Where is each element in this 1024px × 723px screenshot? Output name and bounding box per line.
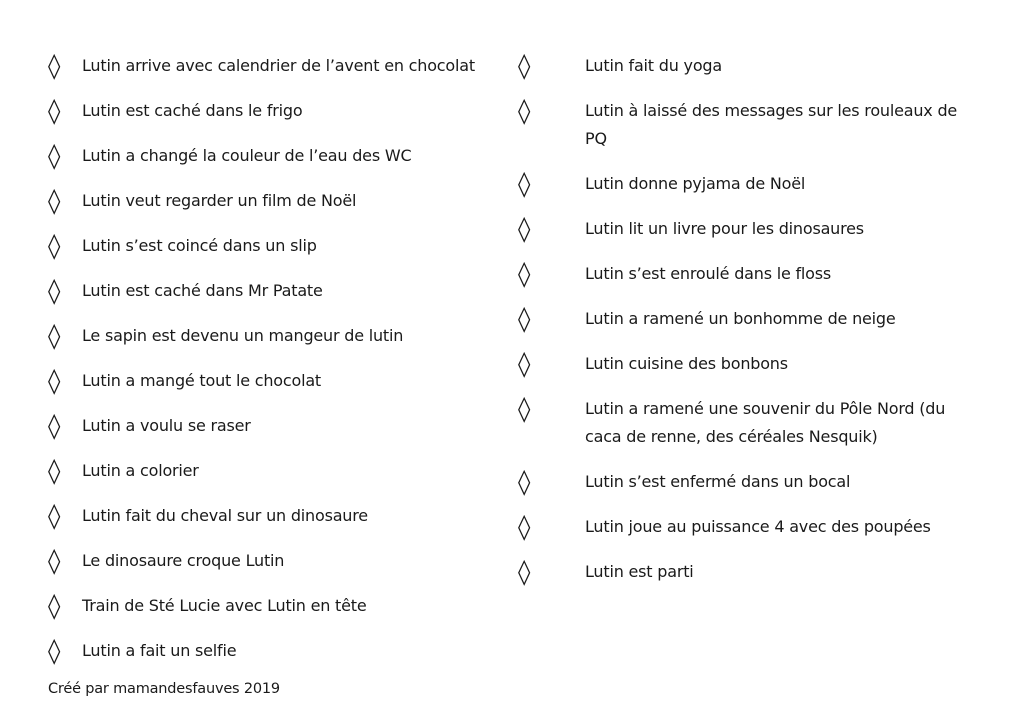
checklist-item-text: Lutin arrive avec calendrier de l’avent en chocolat [82, 56, 475, 75]
list-item [518, 52, 996, 80]
list-item [48, 412, 514, 440]
list-item [48, 367, 514, 395]
checklist-item-text: Lutin s’est coincé dans un slip [82, 236, 317, 255]
list-item [48, 457, 514, 485]
checklist-item-text: Lutin a colorier [82, 461, 199, 480]
list-item [518, 513, 996, 541]
list-item [518, 260, 996, 288]
list-item [48, 142, 514, 170]
list-item [518, 97, 996, 153]
diamond-bullet-icon: ◊ [518, 51, 531, 80]
list-item [48, 187, 514, 215]
list-item [518, 558, 996, 586]
diamond-bullet-icon: ◊ [48, 231, 61, 260]
checklist-item-text: Lutin est parti [585, 562, 694, 581]
checklist-item-text: Lutin fait du yoga [585, 56, 722, 75]
diamond-bullet-icon: ◊ [48, 96, 61, 125]
diamond-bullet-icon: ◊ [48, 321, 61, 350]
checklist-item-text: Lutin est caché dans le frigo [82, 101, 303, 120]
list-item [48, 502, 514, 530]
diamond-bullet-icon: ◊ [518, 557, 531, 586]
checklist-item-text: Lutin est caché dans Mr Patate [82, 281, 323, 300]
checklist-item-text: Lutin a ramené une souvenir du Pôle Nord (du caca de renne, des céréales Nesquik) [585, 399, 946, 446]
credit-line: Créé par mamandesfauves 2019 [48, 681, 280, 697]
checklist-item-text: Lutin joue au puissance 4 avec des poupées [585, 517, 931, 536]
checklist-item-text: Le dinosaure croque Lutin [82, 551, 285, 570]
diamond-bullet-icon: ◊ [48, 51, 61, 80]
right-column [518, 52, 996, 603]
list-item [48, 592, 514, 620]
list-item [48, 322, 514, 350]
diamond-bullet-icon: ◊ [48, 501, 61, 530]
left-column [48, 52, 514, 682]
list-item [48, 277, 514, 305]
diamond-bullet-icon: ◊ [48, 141, 61, 170]
checklist-item-text: Lutin a changé la couleur de l’eau des WC [82, 146, 412, 165]
list-item [518, 215, 996, 243]
diamond-bullet-icon: ◊ [518, 214, 531, 243]
checklist-item-text: Lutin a mangé tout le chocolat [82, 371, 322, 390]
list-item [518, 468, 996, 496]
diamond-bullet-icon: ◊ [518, 169, 531, 198]
checklist-item-text: Lutin fait du cheval sur un dinosaure [82, 506, 368, 525]
diamond-bullet-icon: ◊ [518, 96, 531, 125]
list-item [518, 395, 996, 451]
list-item [518, 350, 996, 378]
list-item [48, 547, 514, 575]
checklist-item-text: Lutin cuisine des bonbons [585, 354, 788, 373]
diamond-bullet-icon: ◊ [48, 186, 61, 215]
diamond-bullet-icon: ◊ [48, 366, 61, 395]
diamond-bullet-icon: ◊ [48, 276, 61, 305]
diamond-bullet-icon: ◊ [48, 636, 61, 665]
checklist-item-text: Lutin a ramené un bonhomme de neige [585, 309, 896, 328]
list-item [518, 305, 996, 333]
diamond-bullet-icon: ◊ [518, 259, 531, 288]
list-item [48, 637, 514, 665]
diamond-bullet-icon: ◊ [48, 456, 61, 485]
checklist-item-text: Lutin veut regarder un film de Noël [82, 191, 357, 210]
checklist-item-text: Le sapin est devenu un mangeur de lutin [82, 326, 404, 345]
checklist-item-text: Lutin donne pyjama de Noël [585, 174, 806, 193]
checklist-item-text: Lutin a voulu se raser [82, 416, 251, 435]
diamond-bullet-icon: ◊ [518, 349, 531, 378]
checklist-item-text: Lutin s’est enfermé dans un bocal [585, 472, 851, 491]
list-item [48, 52, 514, 80]
diamond-bullet-icon: ◊ [518, 467, 531, 496]
checklist-item-text: Lutin a fait un selfie [82, 641, 237, 660]
list-item [48, 97, 514, 125]
diamond-bullet-icon: ◊ [518, 304, 531, 333]
diamond-bullet-icon: ◊ [518, 512, 531, 541]
checklist-item-text: Lutin lit un livre pour les dinosaures [585, 219, 864, 238]
diamond-bullet-icon: ◊ [48, 591, 61, 620]
checklist-item-text: Train de Sté Lucie avec Lutin en tête [82, 596, 367, 615]
list-item [518, 170, 996, 198]
diamond-bullet-icon: ◊ [48, 546, 61, 575]
diamond-bullet-icon: ◊ [48, 411, 61, 440]
diamond-bullet-icon: ◊ [518, 394, 531, 423]
checklist-item-text: Lutin à laissé des messages sur les rouleaux de PQ [585, 101, 958, 148]
checklist-item-text: Lutin s’est enroulé dans le floss [585, 264, 832, 283]
list-item [48, 232, 514, 260]
